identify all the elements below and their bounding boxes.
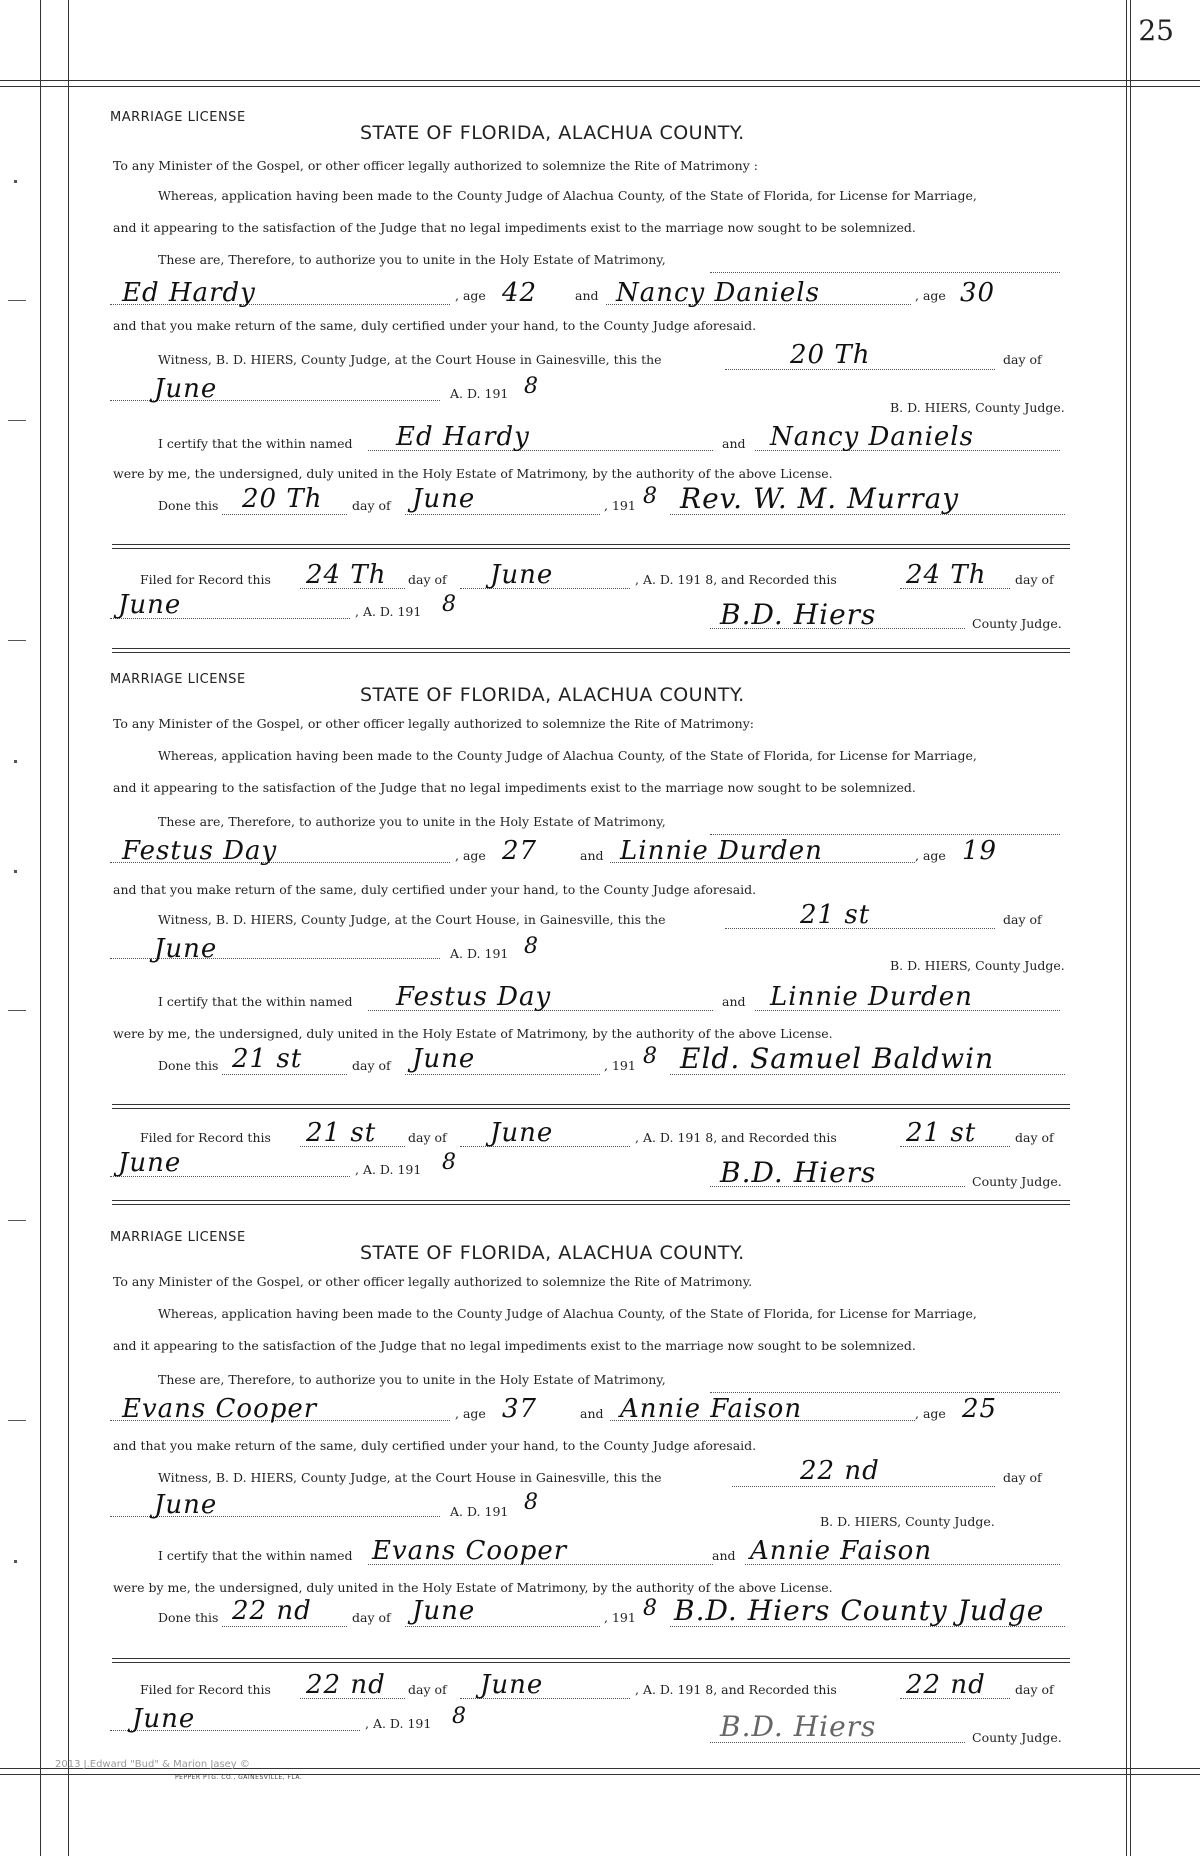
ad-label: , A. D. 191 bbox=[355, 1162, 422, 1177]
year-label: , 191 bbox=[604, 1610, 636, 1625]
license-title: STATE OF FLORIDA, ALACHUA COUNTY. bbox=[360, 122, 745, 144]
recorded-day: 24 Th bbox=[906, 560, 987, 590]
and-label: and bbox=[580, 848, 604, 863]
return-text: and that you make return of the same, duly certified under your hand, to the County Judge aforesaid. bbox=[113, 1438, 757, 1453]
day-of-label: day of bbox=[1003, 352, 1042, 367]
done-month: June bbox=[412, 1596, 476, 1626]
day-of-label: day of bbox=[352, 1058, 391, 1073]
year-digit: 8 bbox=[524, 374, 539, 399]
edge-mark bbox=[8, 640, 26, 641]
license-label: MARRIAGE LICENSE bbox=[110, 672, 246, 687]
officiant-signature: Eld. Samuel Baldwin bbox=[680, 1042, 995, 1075]
officiant-signature: Rev. W. M. Murray bbox=[680, 482, 960, 515]
bride-name: Nancy Daniels bbox=[616, 278, 820, 308]
record-separator bbox=[112, 1658, 1070, 1663]
top-rule bbox=[0, 80, 1200, 81]
return-text: and that you make return of the same, duly certified under your hand, to the County Judge aforesaid. bbox=[113, 882, 757, 897]
record-separator bbox=[112, 648, 1070, 653]
witness-month: June bbox=[154, 374, 218, 404]
done-month: June bbox=[412, 484, 476, 514]
filed-month: June bbox=[480, 1670, 544, 1700]
filed-day: 24 Th bbox=[306, 560, 387, 590]
return-text: and that you make return of the same, duly certified under your hand, to the County Judge aforesaid. bbox=[113, 318, 757, 333]
record-separator bbox=[112, 1200, 1070, 1205]
groom-name: Ed Hardy bbox=[122, 278, 256, 308]
edge-mark bbox=[8, 1420, 26, 1421]
recorded-day: 22 nd bbox=[906, 1670, 986, 1700]
filed-label: Filed for Record this bbox=[140, 1130, 271, 1145]
age-label: , age bbox=[455, 848, 486, 863]
filed-month: June bbox=[490, 1118, 554, 1148]
witness-text: Witness, B. D. HIERS, County Judge, at the Court House in Gainesville, this the bbox=[158, 1470, 662, 1485]
witness-day: 20 Th bbox=[790, 340, 871, 370]
clerk-signature: B.D. Hiers bbox=[720, 1710, 877, 1743]
day-of-label: day of bbox=[1015, 1682, 1054, 1697]
license-title: STATE OF FLORIDA, ALACHUA COUNTY. bbox=[360, 1242, 745, 1264]
certify-text: I certify that the within named bbox=[158, 994, 353, 1009]
age-label: , age bbox=[455, 1406, 486, 1421]
recorded-label: , A. D. 191 8, and Recorded this bbox=[635, 1130, 837, 1145]
certify-text: I certify that the within named bbox=[158, 1548, 353, 1563]
right-margin-rule bbox=[1126, 0, 1127, 1856]
filed-month: June bbox=[490, 560, 554, 590]
year-digit: 8 bbox=[643, 1596, 658, 1621]
judge-title: B. D. HIERS, County Judge. bbox=[890, 958, 1065, 973]
filed-label: Filed for Record this bbox=[140, 572, 271, 587]
county-judge-label: County Judge. bbox=[972, 616, 1062, 631]
year-digit: 8 bbox=[452, 1704, 467, 1729]
day-of-label: day of bbox=[1015, 1130, 1054, 1145]
recorded-label: , A. D. 191 8, and Recorded this bbox=[635, 572, 837, 587]
left-margin-rule-inner bbox=[68, 0, 69, 1856]
groom-name: Evans Cooper bbox=[122, 1394, 318, 1424]
recorded-label: , A. D. 191 8, and Recorded this bbox=[635, 1682, 837, 1697]
cert-bride: Linnie Durden bbox=[770, 982, 973, 1012]
done-month: June bbox=[412, 1044, 476, 1074]
day-of-label: day of bbox=[408, 1682, 447, 1697]
united-text: were by me, the undersigned, duly united in the Holy Estate of Matrimony, by the authority of the above License. bbox=[113, 466, 833, 481]
edge-mark bbox=[8, 300, 26, 301]
united-text: were by me, the undersigned, duly united in the Holy Estate of Matrimony, by the authority of the above License. bbox=[113, 1026, 833, 1041]
year-digit: 8 bbox=[524, 934, 539, 959]
done-label: Done this bbox=[158, 1058, 219, 1073]
edge-dot bbox=[14, 760, 17, 763]
groom-age: 42 bbox=[502, 278, 538, 308]
marriage-license-3 bbox=[110, 1230, 1070, 1650]
cert-groom: Ed Hardy bbox=[396, 422, 530, 452]
witness-text: Witness, B. D. HIERS, County Judge, at the Court House in Gainesville, this the bbox=[158, 352, 662, 367]
whereas-text: Whereas, application having been made to the County Judge of Alachua County, of the State of Florida, for License for Marriage, bbox=[158, 1306, 977, 1321]
ad-label: A. D. 191 bbox=[450, 1504, 509, 1519]
year-label: , 191 bbox=[604, 1058, 636, 1073]
cert-bride: Annie Faison bbox=[750, 1536, 933, 1566]
united-text: were by me, the undersigned, duly united in the Holy Estate of Matrimony, by the authority of the above License. bbox=[113, 1580, 833, 1595]
filed-day: 21 st bbox=[306, 1118, 377, 1148]
fill-line bbox=[710, 1370, 1060, 1393]
license-label: MARRIAGE LICENSE bbox=[110, 110, 246, 125]
cert-groom: Festus Day bbox=[396, 982, 552, 1012]
authorize-text: These are, Therefore, to authorize you to unite in the Holy Estate of Matrimony, bbox=[158, 252, 666, 267]
and-label: and bbox=[712, 1548, 736, 1563]
groom-age: 27 bbox=[502, 836, 538, 866]
day-of-label: day of bbox=[1003, 912, 1042, 927]
day-of-label: day of bbox=[352, 1610, 391, 1625]
done-label: Done this bbox=[158, 1610, 219, 1625]
and-label: and bbox=[722, 994, 746, 1009]
top-rule-inner bbox=[0, 86, 1200, 87]
and-label: and bbox=[722, 436, 746, 451]
done-day: 21 st bbox=[232, 1044, 303, 1074]
recorded-day: 21 st bbox=[906, 1118, 977, 1148]
fill-line bbox=[710, 812, 1060, 835]
witness-day: 22 nd bbox=[800, 1456, 880, 1486]
fill-line bbox=[710, 250, 1060, 273]
edge-dot bbox=[14, 870, 17, 873]
witness-month: June bbox=[154, 1490, 218, 1520]
groom-name: Festus Day bbox=[122, 836, 278, 866]
recorded-month: June bbox=[118, 1148, 182, 1178]
judge-title: B. D. HIERS, County Judge. bbox=[890, 400, 1065, 415]
groom-age: 37 bbox=[502, 1394, 538, 1424]
edge-dot bbox=[14, 180, 17, 183]
officiant-signature: B.D. Hiers County Judge bbox=[674, 1594, 1045, 1627]
filed-day: 22 nd bbox=[306, 1670, 386, 1700]
filing-record-1 bbox=[110, 560, 1070, 630]
appearing-text: and it appearing to the satisfaction of the Judge that no legal impediments exist to the marriage now sought to be solemnized. bbox=[113, 220, 916, 235]
salutation: To any Minister of the Gospel, or other officer legally authorized to solemnize the Rite of Matrimony. bbox=[113, 1274, 753, 1289]
ad-label: A. D. 191 bbox=[450, 946, 509, 961]
age-label: , age bbox=[455, 288, 486, 303]
county-judge-label: County Judge. bbox=[972, 1174, 1062, 1189]
ad-label: , A. D. 191 bbox=[365, 1716, 432, 1731]
license-title: STATE OF FLORIDA, ALACHUA COUNTY. bbox=[360, 684, 745, 706]
done-day: 20 Th bbox=[242, 484, 323, 514]
ad-label: A. D. 191 bbox=[450, 386, 509, 401]
bride-age: 30 bbox=[960, 278, 996, 308]
done-label: Done this bbox=[158, 498, 219, 513]
and-label: and bbox=[575, 288, 599, 303]
day-of-label: day of bbox=[1015, 572, 1054, 587]
edge-mark bbox=[8, 1220, 26, 1221]
certify-text: I certify that the within named bbox=[158, 436, 353, 451]
printer-mark: PEPPER PTG. CO., GAINESVILLE, FLA. bbox=[175, 1774, 303, 1781]
witness-text: Witness, B. D. HIERS, County Judge, at the Court House, in Gainesville, this the bbox=[158, 912, 666, 927]
bride-name: Linnie Durden bbox=[620, 836, 823, 866]
year-digit: 8 bbox=[643, 1044, 658, 1069]
record-separator bbox=[112, 1104, 1070, 1109]
recorded-month: June bbox=[118, 590, 182, 620]
appearing-text: and it appearing to the satisfaction of the Judge that no legal impediments exist to the marriage now sought to be solemnized. bbox=[113, 1338, 916, 1353]
year-digit: 8 bbox=[442, 592, 457, 617]
page-number: 25 bbox=[1138, 14, 1174, 47]
whereas-text: Whereas, application having been made to the County Judge of Alachua County, of the State of Florida, for License for Marriage, bbox=[158, 748, 977, 763]
bride-age: 25 bbox=[962, 1394, 998, 1424]
year-label: , 191 bbox=[604, 498, 636, 513]
bride-name: Annie Faison bbox=[620, 1394, 803, 1424]
filing-record-2 bbox=[110, 1118, 1070, 1188]
edge-mark bbox=[8, 420, 26, 421]
year-digit: 8 bbox=[442, 1150, 457, 1175]
salutation: To any Minister of the Gospel, or other officer legally authorized to solemnize the Rite of Matrimony: bbox=[113, 716, 754, 731]
filed-label: Filed for Record this bbox=[140, 1682, 271, 1697]
day-of-label: day of bbox=[408, 572, 447, 587]
edge-dot bbox=[14, 1560, 17, 1563]
day-of-label: day of bbox=[1003, 1470, 1042, 1485]
and-label: and bbox=[580, 1406, 604, 1421]
marriage-license-2 bbox=[110, 672, 1070, 1092]
age-label: , age bbox=[915, 1406, 946, 1421]
year-digit: 8 bbox=[643, 484, 658, 509]
witness-month: June bbox=[154, 934, 218, 964]
age-label: , age bbox=[915, 288, 946, 303]
bride-age: 19 bbox=[962, 836, 998, 866]
recorded-month: June bbox=[132, 1704, 196, 1734]
done-day: 22 nd bbox=[232, 1596, 312, 1626]
filing-record-3 bbox=[110, 1670, 1070, 1750]
appearing-text: and it appearing to the satisfaction of the Judge that no legal impediments exist to the marriage now sought to be solemnized. bbox=[113, 780, 916, 795]
ad-label: , A. D. 191 bbox=[355, 604, 422, 619]
right-margin-rule-inner bbox=[1130, 0, 1131, 1856]
salutation: To any Minister of the Gospel, or other officer legally authorized to solemnize the Rite of Matrimony : bbox=[113, 158, 758, 173]
clerk-signature: B.D. Hiers bbox=[720, 598, 877, 631]
age-label: , age bbox=[915, 848, 946, 863]
county-judge-label: County Judge. bbox=[972, 1730, 1062, 1745]
marriage-license-1 bbox=[110, 110, 1070, 630]
day-of-label: day of bbox=[352, 498, 391, 513]
footer-credit: 2013 J.Edward "Bud" & Marion Jasey © bbox=[55, 1759, 250, 1770]
record-separator bbox=[112, 544, 1070, 549]
day-of-label: day of bbox=[408, 1130, 447, 1145]
edge-mark bbox=[8, 1010, 26, 1011]
whereas-text: Whereas, application having been made to the County Judge of Alachua County, of the State of Florida, for License for Marriage, bbox=[158, 188, 977, 203]
judge-title: B. D. HIERS, County Judge. bbox=[820, 1514, 995, 1529]
witness-day: 21 st bbox=[800, 900, 871, 930]
year-digit: 8 bbox=[524, 1490, 539, 1515]
license-label: MARRIAGE LICENSE bbox=[110, 1230, 246, 1245]
clerk-signature: B.D. Hiers bbox=[720, 1156, 877, 1189]
left-margin-rule bbox=[40, 0, 41, 1856]
authorize-text: These are, Therefore, to authorize you to unite in the Holy Estate of Matrimony, bbox=[158, 1372, 666, 1387]
cert-groom: Evans Cooper bbox=[372, 1536, 568, 1566]
authorize-text: These are, Therefore, to authorize you to unite in the Holy Estate of Matrimony, bbox=[158, 814, 666, 829]
cert-bride: Nancy Daniels bbox=[770, 422, 974, 452]
